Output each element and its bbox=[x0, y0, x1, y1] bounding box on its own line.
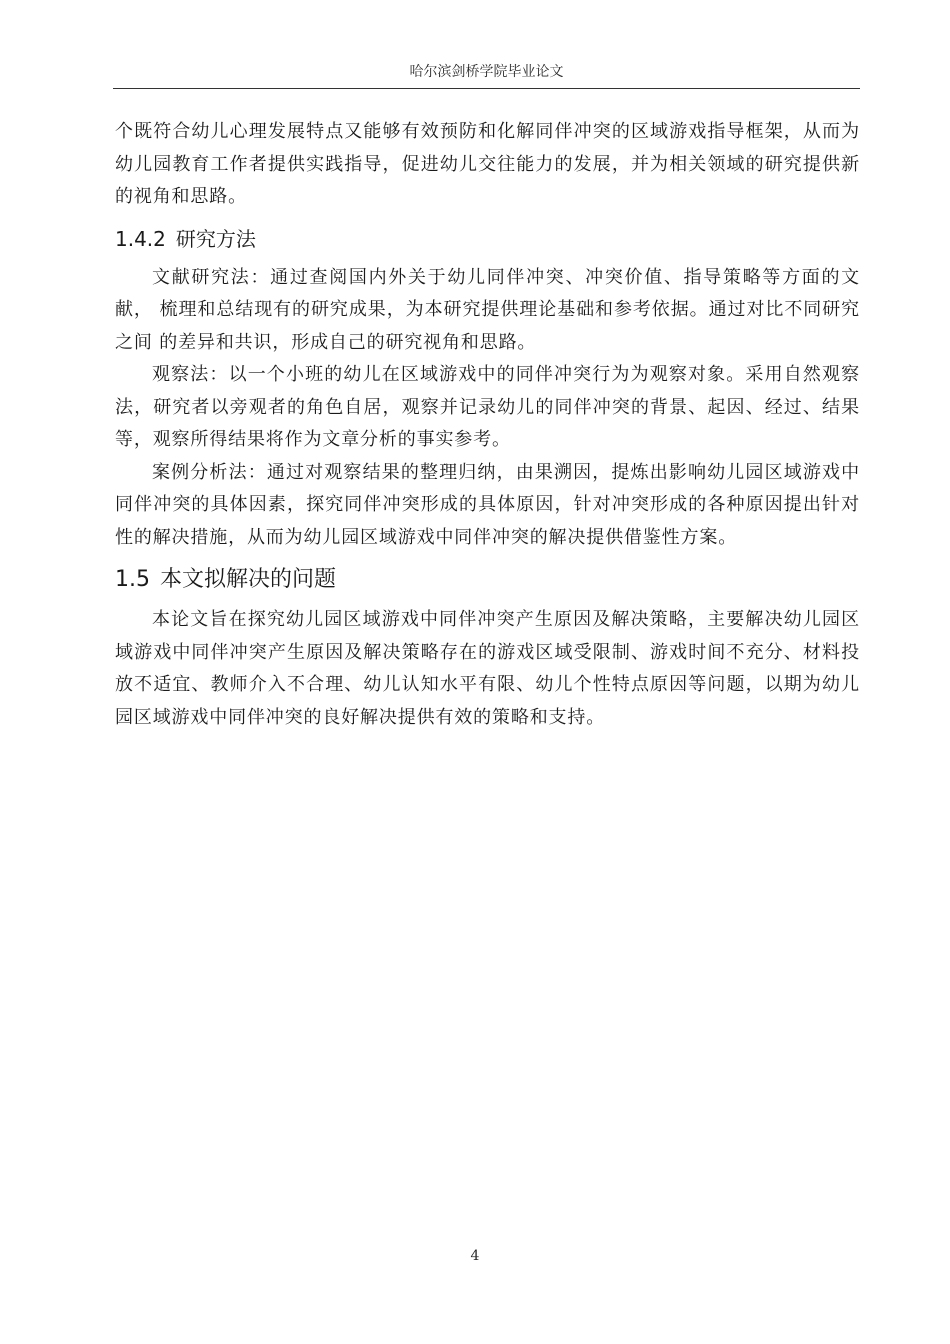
paragraph-case-analysis-method: 案例分析法：通过对观察结果的整理归纳，由果溯因，提炼出影响幼儿园区域游戏中同伴冲突的具体因素，探究同伴冲突形成的具体原因，针对冲突形成的各种原因提出针对性的解决措施，从而为幼儿园区域游戏中同伴冲突的解决提供借鉴性方案。 bbox=[115, 461, 860, 548]
paragraph-problems: 本论文旨在探究幼儿园区域游戏中同伴冲突产生原因及解决策略，主要解决幼儿园区域游戏中同伴冲突产生原因及解决策略存在的游戏区域受限制、游戏时间不充分、材料投放不适宜、教师介入不合理、幼儿认知水平有限、幼儿个性特点原因等问题，以期为幼儿园区域游戏中同伴冲突的良好解决提供有效的策略和支持。 bbox=[115, 609, 860, 728]
section-title: 研究方法 bbox=[175, 226, 256, 251]
continuation-paragraph: 个既符合幼儿心理发展特点又能够有效预防和化解同伴冲突的区域游戏指导框架，从而为幼儿园教育工作者提供实践指导，促进幼儿交往能力的发展，并为相关领域的研究提供新的视角和思路。 bbox=[115, 121, 860, 207]
section-number: 1.5 bbox=[115, 567, 150, 592]
paragraph-literature-method: 文献研究法：通过查阅国内外关于幼儿同伴冲突、冲突价值、指导策略等方面的文献， 梳理和总结现有的研究成果，为本研究提供理论基础和参考依据。通过对比不同研究之间 的差异和共识，形成自己的研究视角和思路。 bbox=[115, 266, 860, 353]
page-number: 4 bbox=[470, 1248, 480, 1264]
page-body bbox=[115, 116, 860, 734]
section-heading-problems bbox=[115, 564, 860, 596]
section-heading-research-methods bbox=[115, 224, 860, 254]
section-title: 本文拟解决的问题 bbox=[160, 567, 337, 592]
header-divider bbox=[113, 88, 860, 89]
running-header: 哈尔滨剑桥学院毕业论文 bbox=[409, 64, 564, 80]
paragraph-observation-method: 观察法：以一个小班的幼儿在区域游戏中的同伴冲突行为为观察对象。采用自然观察法，研究者以旁观者的角色自居，观察并记录幼儿的同伴冲突的背景、起因、经过、结果等，观察所得结果将作为文章分析的事实参考。 bbox=[115, 364, 860, 450]
section-number: 1.4.2 bbox=[115, 226, 166, 251]
